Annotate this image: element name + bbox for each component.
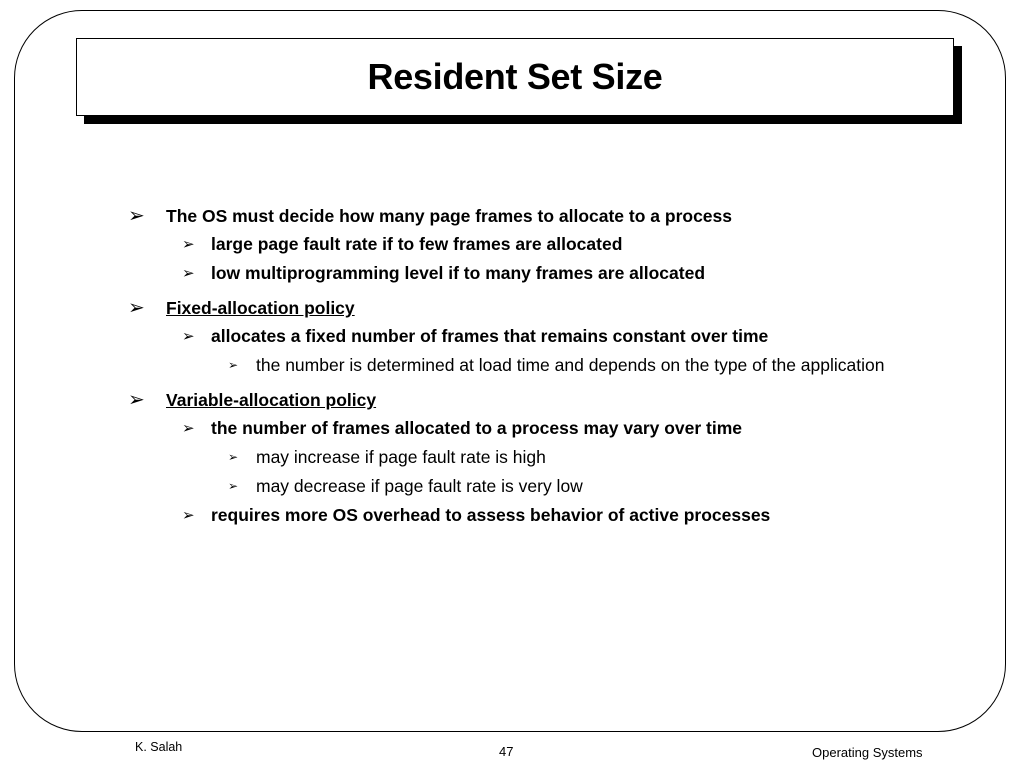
bullet-text: Variable-allocation policy (166, 390, 377, 410)
footer-author: K. Salah (135, 740, 183, 754)
sub-bullet-text: allocates a fixed number of frames that remains constant over time (211, 326, 769, 346)
bullet-text: The OS must decide how many page frames to allocate to a process (166, 206, 732, 226)
arrowhead-bullet-icon: ➢ (228, 358, 239, 372)
title-box (76, 38, 954, 116)
bullet-item (128, 294, 988, 322)
arrowhead-bullet-icon: ➢ (182, 264, 195, 282)
arrowhead-bullet-icon: ➢ (182, 506, 195, 524)
sub-bullet-item (182, 322, 988, 351)
bullet-item (128, 202, 988, 230)
bullet-text: Fixed-allocation policy (166, 298, 355, 318)
sub-bullet-text: large page fault rate if to few frames are allocated (211, 234, 623, 254)
arrowhead-bullet-icon: ➢ (182, 327, 195, 345)
detail-bullet-item (228, 472, 988, 501)
arrowhead-bullet-icon: ➢ (228, 479, 239, 493)
arrowhead-bullet-icon: ➢ (128, 295, 145, 319)
arrowhead-bullet-icon: ➢ (182, 419, 195, 437)
bullet-list (128, 196, 988, 530)
sub-bullet-item (182, 414, 988, 443)
sub-bullet-text: requires more OS overhead to assess behavior of active processes (211, 505, 771, 525)
detail-bullet-text: may decrease if page fault rate is very low (256, 476, 583, 496)
sub-bullet-item (182, 501, 988, 530)
sub-bullet-item (182, 259, 988, 288)
arrowhead-bullet-icon: ➢ (228, 450, 239, 464)
slide-title: Resident Set Size (367, 56, 663, 97)
detail-bullet-item (228, 351, 988, 380)
sub-bullet-text: the number of frames allocated to a process may vary over time (211, 418, 743, 438)
footer-course: Operating Systems (812, 745, 923, 760)
bullet-item (128, 386, 988, 414)
arrowhead-bullet-icon: ➢ (128, 203, 145, 227)
detail-bullet-text: may increase if page fault rate is high (256, 447, 546, 467)
footer-page-number: 47 (499, 744, 514, 759)
sub-bullet-text: low multiprogramming level if to many frames are allocated (211, 263, 706, 283)
detail-bullet-text: the number is determined at load time and depends on the type of the application (256, 355, 885, 375)
arrowhead-bullet-icon: ➢ (182, 235, 195, 253)
sub-bullet-item (182, 230, 988, 259)
arrowhead-bullet-icon: ➢ (128, 387, 145, 411)
detail-bullet-item (228, 443, 988, 472)
